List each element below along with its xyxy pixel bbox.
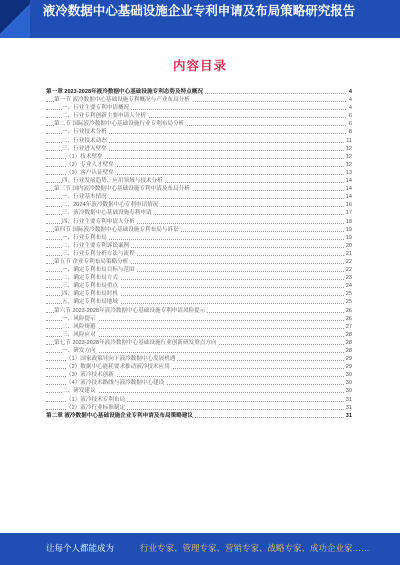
toc-entry-label: 第二章 液冷数据中心基础设施企业专利申请及布局策略建议	[46, 412, 193, 419]
toc-entry[interactable]	[46, 331, 352, 339]
toc-entry-page: 12	[345, 145, 352, 152]
toc-entry-label: 一、行业技术分析	[62, 129, 107, 136]
toc-entry-label: 四、行业主要专利申请人分析	[62, 218, 135, 225]
toc-entry-label: 一、确定专利布局目标与范围	[62, 267, 135, 274]
toc-entry-page: 4	[348, 97, 352, 104]
toc-entry[interactable]	[46, 282, 352, 290]
toc-entry[interactable]	[46, 307, 352, 315]
toc-entry-page: 16	[345, 202, 352, 209]
toc-entry-page: 17	[345, 210, 352, 217]
toc-entry-page: 6	[348, 113, 352, 120]
toc-entry-label: 二、2024年液冷数据中心专利申请情况	[62, 202, 159, 209]
toc-entry-page: 19	[345, 226, 352, 233]
toc-entry[interactable]	[46, 371, 352, 379]
toc-entry-page: 4	[348, 105, 352, 112]
toc-entry-page: 30	[345, 372, 352, 379]
toc-entry[interactable]	[46, 404, 352, 412]
toc-entry-label: 五、确定专利布局地域	[62, 299, 118, 306]
toc-entry-page: 26	[345, 315, 352, 322]
toc-entry[interactable]	[46, 88, 352, 96]
toc-entry[interactable]	[46, 274, 352, 282]
toc-entry[interactable]	[46, 177, 352, 185]
toc-entry-label: 一、研发方向	[62, 348, 96, 354]
toc-entry-label: （3）客户认证壁垒	[66, 169, 114, 176]
toc-entry-page: 12	[345, 153, 352, 160]
toc-entry[interactable]	[46, 242, 352, 250]
toc-entry-label: 一、行业基本情况	[62, 194, 107, 201]
toc-entry-page: 29	[345, 364, 352, 371]
toc-entry-label: 三、液冷数据中心基础设施专利申请	[62, 210, 152, 217]
toc-entry[interactable]	[46, 315, 352, 323]
toc-heading: 内容目录	[172, 59, 227, 73]
toc-entry-label: 二、研发建议	[62, 388, 96, 395]
toc-entry-page: 25	[345, 291, 352, 298]
toc-entry-page: 28	[345, 331, 352, 338]
toc-entry[interactable]	[46, 258, 352, 266]
toc-entry-label: 二、风险规避	[62, 323, 96, 330]
toc-entry[interactable]	[46, 387, 352, 395]
toc-entry[interactable]	[46, 128, 352, 136]
toc-entry-page: 23	[345, 275, 352, 282]
toc-entry-page: 28	[345, 348, 352, 354]
toc-entry-page: 21	[345, 250, 352, 257]
toc-entry[interactable]	[46, 137, 352, 145]
toc-entry-label: 第四节 国际液冷数据中心基础设施专利布局与诉讼	[54, 226, 179, 233]
toc-entry[interactable]	[46, 218, 352, 226]
toc-entry-page: 29	[345, 356, 352, 363]
toc-entry-label: 一、风险提示	[62, 315, 96, 322]
toc-entry[interactable]	[46, 209, 352, 217]
toc-entry-label: （2）数据中心能耗要求推动液冷技术应用	[66, 364, 170, 371]
toc-entry-page: 31	[345, 396, 352, 403]
toc-entry-page: 22	[345, 267, 352, 274]
toc-entry[interactable]	[46, 339, 352, 347]
toc-entry-page: 18	[345, 218, 352, 225]
toc-entry-page: 12	[345, 161, 352, 168]
toc-entry[interactable]	[46, 193, 352, 201]
toc-entry[interactable]	[46, 104, 352, 112]
header-stripe	[0, 0, 30, 38]
toc-entry-page: 19	[345, 234, 352, 241]
toc-entry-page: 14	[345, 194, 352, 201]
toc-entry-label: （3）液冷技术创新	[66, 372, 114, 379]
toc-entry[interactable]	[46, 323, 352, 331]
table-of-contents	[46, 88, 352, 420]
toc-entry[interactable]	[46, 290, 352, 298]
toc-entry-page: 6	[348, 121, 352, 128]
toc-entry-label: （1）技术壁垒	[66, 153, 103, 160]
toc-entry-page: 11	[346, 137, 352, 144]
toc-entry[interactable]	[46, 379, 352, 387]
toc-entry-page: 22	[345, 258, 352, 265]
toc-entry-label: 第五节 企业专利布局策略分析	[54, 258, 129, 265]
toc-entry-label: 第一节 液冷数据中心基础设施专利概况与产业布局分析	[54, 97, 190, 104]
toc-entry[interactable]	[46, 363, 352, 371]
report-title: 液冷数据中心基础设施企业专利申请及布局策略研究报告	[42, 4, 356, 18]
toc-entry-page: 13	[345, 169, 352, 176]
toc-entry-label: （1）液冷技术专利布局	[66, 396, 126, 403]
toc-entry-label: 一、行业专利布局	[62, 234, 107, 241]
toc-entry-label: 第三节 国内液冷数据中心基础设施专利申请及布局分析	[54, 186, 190, 193]
toc-entry-label: 二、行业技术动态	[62, 137, 107, 144]
footer-banner	[0, 533, 400, 565]
toc-entry[interactable]	[46, 412, 352, 420]
toc-entry[interactable]	[46, 234, 352, 242]
toc-entry-page: 8	[348, 129, 352, 136]
toc-entry[interactable]	[46, 355, 352, 363]
toc-entry-label: （4）液冷技术路线与液冷数据中心建设	[66, 380, 165, 387]
toc-entry-page: 14	[345, 178, 352, 185]
toc-entry-label: 第六节 2023-2028年液冷数据中心基础设施专利申请风险提示	[54, 307, 206, 314]
footer-slogan: 让每个人都能成为	[46, 543, 115, 553]
toc-entry[interactable]	[46, 153, 352, 161]
toc-entry[interactable]	[46, 250, 352, 258]
toc-entry-page: 28	[345, 339, 352, 346]
toc-entry[interactable]	[46, 145, 352, 153]
toc-entry-label: 三、行业进入壁垒	[62, 145, 107, 152]
footer-tagline: 行业专家、管理专家、营销专家、战略专家、成功企业家……	[140, 543, 370, 553]
toc-entry[interactable]	[46, 161, 352, 169]
toc-entry-page: 4	[348, 89, 352, 95]
toc-entry-page: 31	[345, 412, 352, 419]
toc-entry[interactable]	[46, 266, 352, 274]
toc-entry-page: 20	[345, 242, 352, 249]
toc-entry-page: 30	[345, 380, 352, 387]
toc-entry-label: 第七节 2023-2028年液冷数据中心基础设施行业创新研发重点方向	[54, 339, 217, 346]
toc-entry[interactable]	[46, 347, 352, 355]
toc-entry[interactable]	[46, 298, 352, 306]
toc-entry-page: 24	[345, 283, 352, 290]
toc-entry[interactable]	[46, 185, 352, 193]
toc-entry-page: 26	[345, 307, 352, 314]
toc-entry[interactable]	[46, 96, 352, 104]
toc-entry-label: 二、确定专利布局方式	[62, 275, 118, 282]
toc-entry[interactable]	[46, 226, 352, 234]
toc-entry-label: 第一章 2023-2028年液冷数据中心基础设施专利态势及特点概况	[46, 89, 203, 95]
toc-entry-label: （1）国家政策导向下液冷数据中心发展机遇	[66, 356, 176, 363]
toc-entry-page: 30	[345, 388, 352, 395]
toc-entry[interactable]	[46, 201, 352, 209]
report-header	[0, 0, 400, 38]
toc-entry-label: （2）专业人才壁垒	[66, 161, 114, 168]
toc-entry-label: 一、行业主要专利申请概况	[62, 105, 130, 112]
toc-entry-label: （2）液冷行业标准制定	[66, 404, 126, 411]
toc-entry-label: 三、确定专利布局重点	[62, 283, 118, 290]
toc-entry-page: 27	[345, 323, 352, 330]
toc-entry-label: 三、风险应对	[62, 331, 96, 338]
toc-entry-label: 三、行业专利分析方法与流程	[62, 250, 135, 257]
toc-entry-label: 二、行业专利创新主要申请人分析	[62, 113, 146, 120]
toc-entry-label: 四、确定专利布局时机	[62, 291, 118, 298]
toc-entry-label: 四、行业发展趋势、应用领域与技术分析	[62, 178, 163, 185]
toc-entry-label: 第二节 国际液冷数据中心基础设施行业专利布局分析	[54, 121, 185, 128]
toc-entry-page: 31	[345, 404, 352, 411]
toc-entry-page: 14	[345, 186, 352, 193]
toc-entry[interactable]	[46, 396, 352, 404]
toc-entry-page: 25	[345, 299, 352, 306]
toc-entry-label: 二、行业主要专利诉讼案例	[62, 242, 130, 249]
toc-entry[interactable]	[46, 169, 352, 177]
toc-entry[interactable]	[46, 120, 352, 128]
toc-entry[interactable]	[46, 112, 352, 120]
